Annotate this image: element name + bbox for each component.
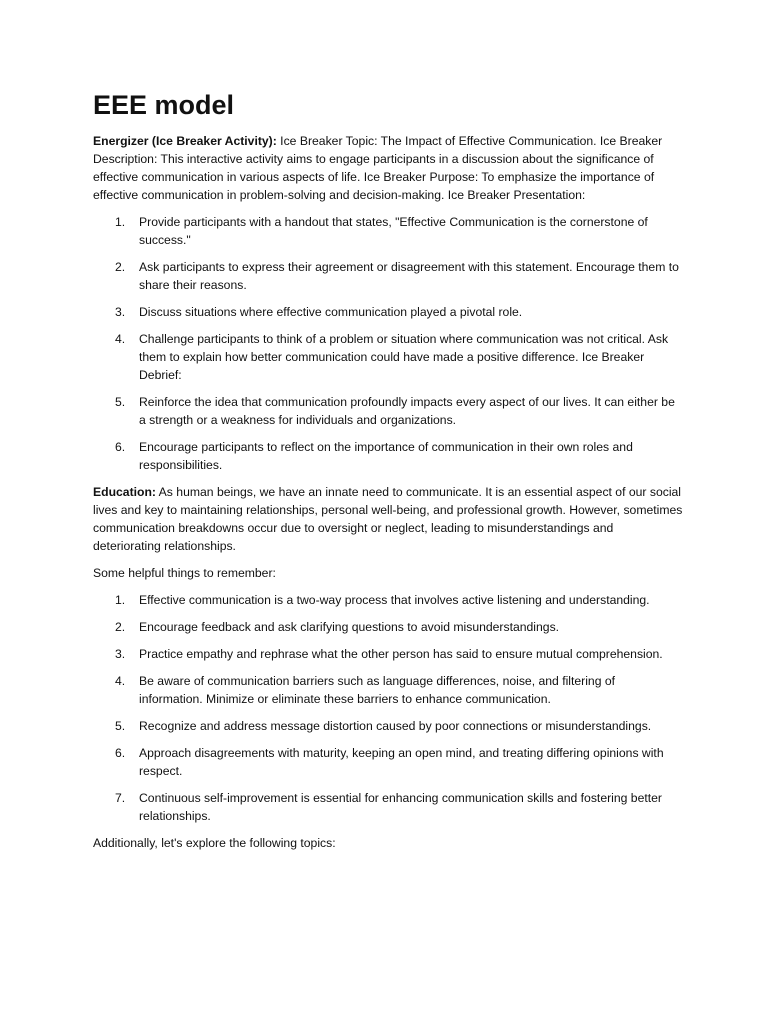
helpful-list (93, 591, 683, 825)
education-label: Education: (93, 485, 156, 499)
page-title: EEE model (93, 90, 235, 120)
helpful-heading: Some helpful things to remember: (93, 566, 276, 580)
document-page (93, 88, 683, 861)
list-item-text: Reinforce the idea that communication profoundly impacts every aspect of our lives. It can either be a strength or a weakness for individuals and organizations. (139, 395, 675, 427)
list-item (93, 258, 683, 294)
list-number: 1. (115, 593, 126, 607)
list-item-text: Be aware of communication barriers such as language differences, noise, and filtering of information. Minimize or eliminate these barriers to enhance communication. (139, 674, 616, 706)
list-number: 5. (115, 719, 126, 733)
list-number: 3. (115, 647, 126, 661)
list-number: 4. (115, 332, 126, 346)
list-item (93, 672, 683, 708)
list-item (93, 303, 683, 321)
icebreaker-list (93, 213, 683, 474)
list-item (93, 618, 683, 636)
list-item-text: Discuss situations where effective communication played a pivotal role. (139, 305, 523, 319)
list-item (93, 591, 683, 609)
list-item-text: Continuous self-improvement is essential for enhancing communication skills and fostering better relationships. (139, 791, 662, 823)
intro-text: Ice Breaker Topic: The Impact of Effective Communication. Ice Breaker Description: This interactive activity aims to engage participants in a discussion about the significance of effective communication in various aspects of life. Ice Breaker Purpose: To emphasize the importance of effective communication in problem-solving and decision-making. Ice Breaker Presentation: (93, 134, 663, 202)
list-number: 5. (115, 395, 126, 409)
list-item (93, 330, 683, 384)
list-number: 4. (115, 674, 126, 688)
list-item (93, 438, 683, 474)
list-item (93, 744, 683, 780)
list-number: 6. (115, 440, 126, 454)
list-number: 7. (115, 791, 126, 805)
list-item-text: Practice empathy and rephrase what the other person has said to ensure mutual comprehension. (139, 647, 663, 661)
list-item-text: Provide participants with a handout that states, "Effective Communication is the cornerstone of success." (139, 215, 648, 247)
intro-label: Energizer (Ice Breaker Activity): (93, 134, 277, 148)
list-item (93, 717, 683, 735)
list-item-text: Effective communication is a two-way process that involves active listening and understanding. (139, 593, 650, 607)
list-item (93, 393, 683, 429)
education-text: As human beings, we have an innate need to communicate. It is an essential aspect of our social lives and key to maintaining relationships, personal well-being, and professional growth. However, sometimes communication breakdowns occur due to oversight or neglect, leading to misunderstandings and deteriorating relationships. (93, 485, 683, 553)
list-item (93, 645, 683, 663)
list-item (93, 213, 683, 249)
list-number: 6. (115, 746, 126, 760)
closing-line: Additionally, let's explore the following topics: (93, 836, 336, 850)
list-number: 1. (115, 215, 126, 229)
list-item (93, 789, 683, 825)
intro-paragraph (93, 132, 683, 204)
list-item-text: Encourage feedback and ask clarifying questions to avoid misunderstandings. (139, 620, 560, 634)
list-number: 2. (115, 620, 126, 634)
list-item-text: Recognize and address message distortion caused by poor connections or misunderstandings. (139, 719, 652, 733)
list-number: 2. (115, 260, 126, 274)
list-item-text: Encourage participants to reflect on the importance of communication in their own roles and responsibilities. (139, 440, 633, 472)
list-item-text: Challenge participants to think of a problem or situation where communication was not critical. Ask them to explain how better communication could have made a positive difference. Ice Breaker Debrief: (139, 332, 669, 382)
list-item-text: Ask participants to express their agreement or disagreement with this statement. Encourage them to share their reasons. (139, 260, 679, 292)
list-number: 3. (115, 305, 126, 319)
list-item-text: Approach disagreements with maturity, keeping an open mind, and treating differing opinions with respect. (139, 746, 664, 778)
education-paragraph (93, 483, 683, 555)
